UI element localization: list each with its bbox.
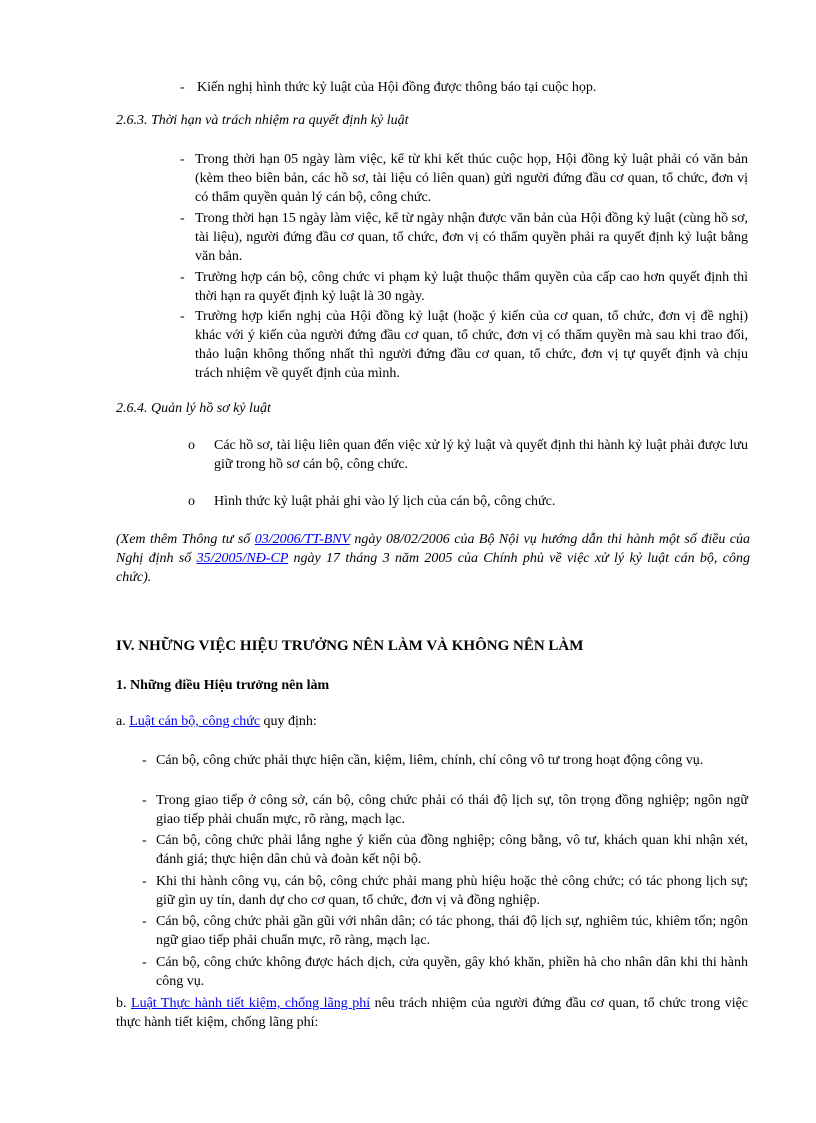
heading-2-6-3: 2.6.3. Thời hạn và trách nhiệm ra quyết định kỷ luật: [116, 113, 409, 128]
paragraph-a: [116, 712, 756, 731]
dash-bullet: -: [142, 753, 147, 768]
note-text: (Xem thêm Thông tư số: [116, 532, 255, 547]
list-item: Trường hợp kiến nghị của Hội đồng kỷ luật (hoặc ý kiến của cơ quan, tổ chức, đơn vị đề nghị) khác với ý kiến của người đứng đầu cơ quan, tổ chức, đơn vị có thẩm quyền mà sau khi trao đổi, thảo luận không thống nhất thì người đứng đầu cơ quan, tổ chức, đơn vị tự quyết định và chịu trách nhiệm về quyết định của mình.: [195, 309, 748, 381]
dash-bullet: -: [180, 270, 185, 285]
prefix: b.: [116, 996, 132, 1011]
circular-link[interactable]: 03/2006/TT-BNV: [254, 532, 350, 547]
list-item: Trong giao tiếp ở công sở, cán bộ, công chức phải có thái độ lịch sự, tôn trọng đồng nghiệp; ngôn ngữ giao tiếp phải chuẩn mực, rõ ràng, mạch lạc.: [156, 793, 748, 827]
law-thrift-link[interactable]: Luật Thực hành tiết kiệm, chống lãng phí: [131, 996, 371, 1011]
list-item: Cán bộ, công chức phải gần gũi với nhân dân; có tác phong, thái độ lịch sự, nghiêm túc, khiêm tốn; ngôn ngữ giao tiếp phải chuẩn mực, rõ ràng, mạch lạc.: [156, 914, 748, 948]
dash-bullet: -: [180, 152, 185, 167]
list-item: Trường hợp cán bộ, công chức vi phạm kỷ luật thuộc thẩm quyền của cấp cao hơn quyết định thì thời hạn ra quyết định kỷ luật là 30 ngày.: [195, 270, 748, 304]
dash-bullet: -: [142, 833, 147, 848]
note-text: ngày 17 tháng 3 năm 2005 của Chính phủ về việc xử lý kỷ luật cán bộ, công chức).: [116, 551, 750, 585]
suffix: nêu trách nhiệm của người đứng đầu cơ quan, tổ chức trong việc thực hành tiết kiệm, chống lãng phí:: [116, 996, 749, 1030]
list-item: Cán bộ, công chức không được hách dịch, cửa quyền, gây khó khăn, phiền hà cho nhân dân khi thi hành công vụ.: [156, 955, 748, 989]
law-cadres-link[interactable]: Luật cán bộ, công chức: [129, 714, 261, 729]
list-item: Khi thi hành công vụ, cán bộ, công chức phải mang phù hiệu hoặc thẻ công chức; có tác phong lịch sự; giữ gìn uy tín, danh dự cho cơ quan, tổ chức, đơn vị và đồng nghiệp.: [156, 874, 748, 908]
circle-bullet: o: [188, 438, 195, 453]
paragraph-council-recommendation: Kiến nghị hình thức kỷ luật của Hội đồng được thông báo tại cuộc họp.: [197, 80, 597, 95]
suffix: quy định:: [260, 714, 317, 729]
heading-2-6-4: 2.6.4. Quản lý hồ sơ kỷ luật: [116, 401, 271, 416]
dash-bullet: -: [180, 80, 185, 95]
list-item: Trong thời hạn 05 ngày làm việc, kể từ khi kết thúc cuộc họp, Hội đồng kỷ luật phải có văn bản (kèm theo biên bản, các hồ sơ, tài liệu có liên quan) gửi người đứng đầu cơ quan, tổ chức, đơn vị có thẩm quyền quản lý cán bộ, công chức.: [195, 152, 748, 205]
section-iv-title: IV. NHỮNG VIỆC HIỆU TRƯỞNG NÊN LÀM VÀ KHÔNG NÊN LÀM: [116, 638, 584, 654]
reference-note: [116, 530, 750, 587]
list-item: Hình thức kỷ luật phải ghi vào lý lịch của cán bộ, công chức.: [214, 494, 556, 509]
list-item: Các hồ sơ, tài liệu liên quan đến việc xử lý kỷ luật và quyết định thi hành kỷ luật phải được lưu giữ trong hồ sơ cán bộ, công chức.: [214, 438, 748, 472]
subsection-1-title: 1. Những điều Hiệu trưởng nên làm: [116, 678, 330, 693]
dash-bullet: -: [142, 793, 147, 808]
list-item: Cán bộ, công chức phải thực hiện cần, kiệm, liêm, chính, chí công vô tư trong hoạt động công vụ.: [156, 753, 704, 768]
dash-bullet: -: [180, 211, 185, 226]
dash-bullet: -: [142, 955, 147, 970]
note-text: ngày 08/02/2006 của Bộ Nội vụ hướng dẫn thi hành một số điều của Nghị định số: [116, 532, 751, 566]
prefix: a.: [116, 714, 130, 729]
decree-link[interactable]: 35/2005/NĐ-CP: [196, 551, 289, 566]
dash-bullet: -: [180, 309, 185, 324]
dash-bullet: -: [142, 874, 147, 889]
dash-bullet: -: [142, 914, 147, 929]
list-item: Trong thời hạn 15 ngày làm việc, kể từ ngày nhận được văn bản của Hội đồng kỷ luật (cùng hồ sơ, tài liệu), người đứng đầu cơ quan, tổ chức, đơn vị có thẩm quyền phải ra quyết định kỷ luật bằng văn bản.: [195, 211, 748, 264]
list-item: Cán bộ, công chức phải lắng nghe ý kiến của đồng nghiệp; công bằng, vô tư, khách quan khi nhận xét, đánh giá; thực hiện dân chủ và đoàn kết nội bộ.: [156, 833, 748, 867]
circle-bullet: o: [188, 494, 195, 509]
paragraph-b: [116, 994, 748, 1032]
